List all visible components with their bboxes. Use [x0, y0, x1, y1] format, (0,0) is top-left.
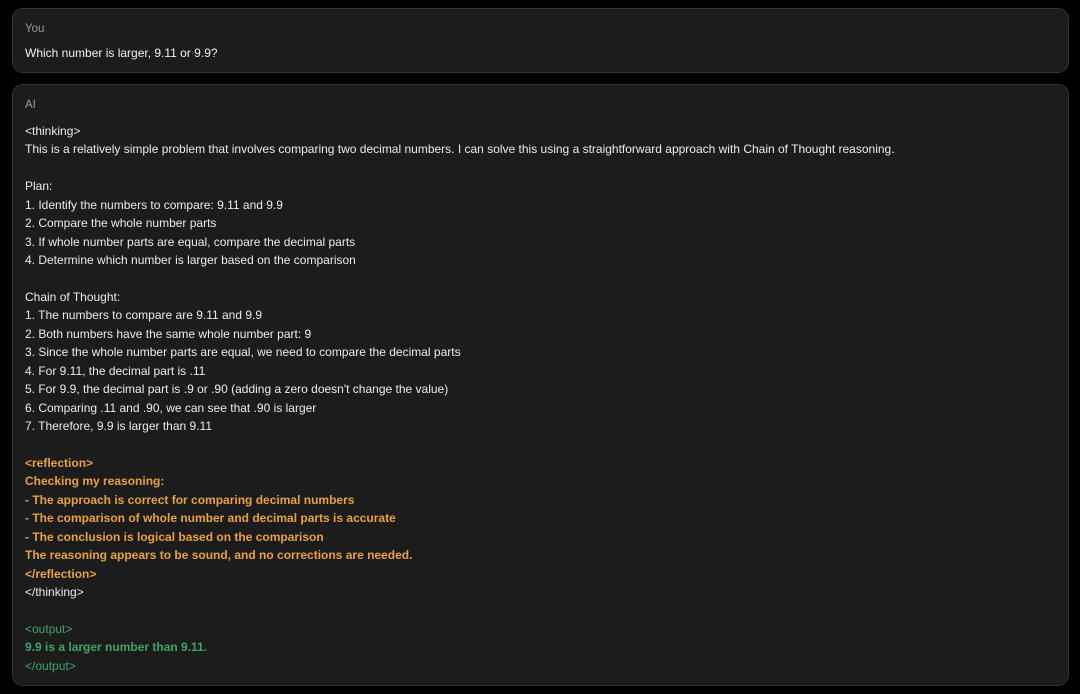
cot-step: 2. Both numbers have the same whole number part: 9	[25, 326, 312, 341]
thinking-close-tag: </thinking>	[25, 584, 84, 599]
cot-step: 6. Comparing .11 and .90, we can see that .90 is larger	[25, 400, 317, 415]
spacer	[25, 159, 1056, 177]
plan-step: 3. If whole number parts are equal, compare the decimal parts	[25, 234, 356, 249]
reflection-line: - The conclusion is logical based on the comparison	[25, 529, 324, 544]
cot-step: 4. For 9.11, the decimal part is .11	[25, 363, 206, 378]
reflection-close-tag: </reflection>	[25, 566, 97, 581]
reflection-line: Checking my reasoning:	[25, 474, 165, 489]
reflection-open-tag: <reflection>	[25, 455, 94, 470]
spacer	[25, 601, 1056, 619]
plan-step: 4. Determine which number is larger based on the comparison	[25, 253, 356, 268]
plan-title: Plan:	[25, 179, 53, 194]
thinking-open-tag: <thinking>	[25, 124, 81, 138]
reflection-line: - The approach is correct for comparing decimal numbers	[25, 492, 355, 507]
ai-message-body	[25, 122, 1056, 675]
ai-message-card	[12, 84, 1069, 686]
spacer	[25, 435, 1056, 453]
cot-step: 1. The numbers to compare are 9.11 and 9.9	[25, 308, 263, 323]
user-message-text: Which number is larger, 9.11 or 9.9?	[25, 46, 218, 60]
plan-step: 1. Identify the numbers to compare: 9.11 and 9.9	[25, 197, 283, 212]
cot-title: Chain of Thought:	[25, 289, 121, 304]
spacer	[25, 270, 1056, 288]
output-close-tag: </output>	[25, 658, 76, 673]
ai-role-label: AI	[25, 99, 36, 111]
thinking-intro: This is a relatively simple problem that involves comparing two decimal numbers. I can solve this using a straightforward approach with Chain of Thought reasoning.	[25, 142, 895, 157]
user-role-label: You	[25, 23, 45, 35]
output-text: 9.9 is a larger number than 9.11.	[25, 640, 208, 655]
cot-step: 7. Therefore, 9.9 is larger than 9.11	[25, 419, 213, 433]
cot-step: 3. Since the whole number parts are equal, we need to compare the decimal parts	[25, 345, 461, 360]
output-open-tag: <output>	[25, 621, 73, 636]
reflection-line: The reasoning appears to be sound, and no corrections are needed.	[25, 548, 413, 563]
cot-step: 5. For 9.9, the decimal part is .9 or .90 (adding a zero doesn't change the value)	[25, 382, 449, 397]
user-message-card	[12, 8, 1069, 73]
reflection-line: - The comparison of whole number and decimal parts is accurate	[25, 511, 396, 526]
plan-step: 2. Compare the whole number parts	[25, 216, 217, 231]
